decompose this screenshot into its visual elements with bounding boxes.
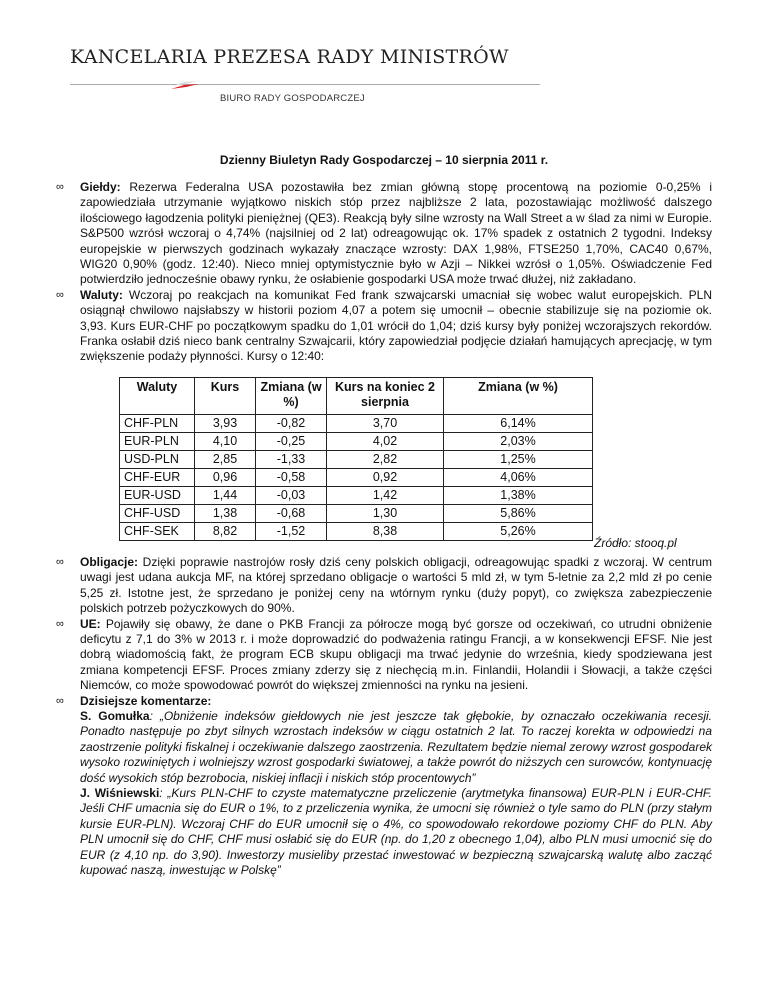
- comment: [80, 786, 712, 878]
- divider: [70, 84, 540, 85]
- col-header: Zmiana (w %): [444, 377, 593, 414]
- table-row: [120, 450, 593, 468]
- table-cell: 1,42: [327, 486, 444, 504]
- table-cell: CHF-EUR: [120, 468, 195, 486]
- section-ue: [56, 616, 712, 694]
- table-cell: 2,82: [327, 450, 444, 468]
- comment-text: : „Obniżenie indeksów giełdowych nie jest jeszcze tak głębokie, by oznaczało oczekiwania recesji. Ponadto następuje po zbyt silnych wzrostach indeksów w ciągu ostatnich 2 lat. To raczej korekta w odpowiedzi na zaostrzenie polityki fiskalnej i oczekiwanie dalszego zaostrzenia. Rezultatem będzie niemal zerowy wzrost gospodarek wysoko rozwiniętych i wolniejszy wzrost gospodarki światowej, a także powrót do niższych cen surowców, kontynuację dość wysokich stóp bezrobocia, niskiej inflacji i niskich stóp procentowych”: [80, 708, 712, 785]
- col-header: Kurs na koniec 2 sierpnia: [327, 377, 444, 414]
- section-komentarze: [56, 693, 712, 879]
- section-label: Obligacje:: [80, 554, 139, 569]
- section-label: Dzisiejsze komentarze:: [80, 693, 212, 708]
- table-cell: 3,70: [327, 414, 444, 432]
- table-cell: 4,06%: [444, 468, 593, 486]
- document-title: Dzienny Biuletyn Rady Gospodarczej – 10 sierpnia 2011 r.: [219, 153, 549, 167]
- col-header: Zmiana (w %): [256, 377, 327, 414]
- document-body: [56, 180, 712, 878]
- table-cell: CHF-SEK: [120, 522, 195, 540]
- source-note: Źródło: stooq.pl: [594, 535, 677, 550]
- comment-text: : „Kurs PLN-CHF to czyste matematyczne przeliczenie (arytmetyka finansowa) EUR-PLN i EUR-CHF. Jeśli CHF umacnia się do EUR o 1%, to z przeliczenia wynika, że umocni się również o tyle samo do PLN (przy stałym kursie EUR-PLN). Wczoraj CHF do EUR umocnił się o 4%, co spowodowało rekordowe poziomy CHF do PLN. Aby PLN umocnił się do CHF, CHF musi osłabić się do EUR (np. do 1,20 z obecnego 1,04), albo PLN musi umocnić się do EUR (z 4,10 np. do 3,90). Inwestorzy musieliby przestać inwestować w bezpieczną szwajcarską walutę albo zacząć kupować naszą, inwestując w Polskę”: [80, 785, 712, 877]
- table-cell: 1,38%: [444, 486, 593, 504]
- flag-icon: [170, 80, 200, 90]
- table-cell: EUR-USD: [120, 486, 195, 504]
- currency-table-wrap: [80, 365, 712, 555]
- table-cell: 3,93: [195, 414, 256, 432]
- table-row: [120, 414, 593, 432]
- table-cell: 6,14%: [444, 414, 593, 432]
- section-text: Rezerwa Federalna USA pozostawiła bez zmian główną stopę procentową na poziomie 0-0,25% i zapowiedziała utrzymanie wyjątkowo niskich stóp przez najbliższe 2 lata, pozostawiając możliwość dalszego ilościowego łagodzenia polityki pieniężnej (QE3). Reakcją były silne wzrosty na Wall Street a w ślad za nimi w Europie. S&P500 wzrósł wczoraj o 4,74% (najsilniej od 2 lat) odreagowując ok. 17% spadek z ostatnich 2 tygodni. Indeksy europejskie w pierwszych godzinach wykazały znaczące wzrosty: DAX 1,98%, FTSE250 1,70%, CAC40 0,67%, WIG20 0,90% (godz. 12:40). Nieco mniej optymistycznie było w Azji – Nikkei wzrósł o 1,05%. Oświadczenie Fed potwierdziło jednocześnie obawy rynku, że osłabienie gospodarki USA może trwać dłużej, niż zakładano.: [80, 180, 712, 287]
- organization-name: KANCELARIA PREZESA RADY MINISTRÓW: [70, 46, 509, 68]
- table-row: [120, 468, 593, 486]
- table-cell: 1,38: [195, 504, 256, 522]
- table-cell: -0,82: [256, 414, 327, 432]
- table-cell: 4,02: [327, 432, 444, 450]
- table-cell: 1,30: [327, 504, 444, 522]
- table-cell: 5,26%: [444, 522, 593, 540]
- table-cell: -1,33: [256, 450, 327, 468]
- col-header: Waluty: [120, 377, 195, 414]
- section-label: Giełdy:: [80, 180, 121, 194]
- bullet-icon: ∞: [56, 694, 64, 707]
- currency-table: [119, 377, 593, 541]
- section-text: Dzięki poprawie nastrojów rosły dziś ceny polskich obligacji, odreagowując spadki z wczoraj. W centrum uwagi jest udana aukcja MF, na której sprzedano obligacje o wartości 5 mld zł, w tym 5-letnie za 2,2 mld zł po cenie 5,25 zł. Istotne jest, że sprzedano je poniżej ceny na wtórnym rynku (duży popyt), co zwiększa zabezpieczenie polskich potrzeb pożyczkowych do 90%.: [80, 554, 712, 616]
- letterhead-logo: [70, 46, 540, 104]
- table-row: [120, 504, 593, 522]
- col-header: Kurs: [195, 377, 256, 414]
- comment-author: S. Gomułka: [80, 708, 150, 723]
- table-row: [120, 522, 593, 540]
- section-gieldy: [56, 180, 712, 288]
- table-cell: 2,03%: [444, 432, 593, 450]
- table-row: [120, 432, 593, 450]
- table-cell: CHF-PLN: [120, 414, 195, 432]
- section-waluty: [56, 287, 712, 365]
- table-row: [120, 486, 593, 504]
- comment: [80, 709, 712, 786]
- bullet-icon: ∞: [56, 617, 64, 630]
- table-cell: 1,44: [195, 486, 256, 504]
- section-label: UE:: [80, 616, 101, 631]
- table-cell: -0,58: [256, 468, 327, 486]
- section-label: Waluty:: [80, 287, 123, 302]
- section-obligacje: [56, 554, 712, 617]
- table-cell: 8,82: [195, 522, 256, 540]
- table-cell: 2,85: [195, 450, 256, 468]
- comment-author: J. Wiśniewski: [80, 785, 160, 800]
- table-cell: 4,10: [195, 432, 256, 450]
- table-cell: 5,86%: [444, 504, 593, 522]
- table-cell: EUR-PLN: [120, 432, 195, 450]
- table-cell: -0,25: [256, 432, 327, 450]
- table-cell: -0,03: [256, 486, 327, 504]
- table-cell: -1,52: [256, 522, 327, 540]
- bullet-icon: ∞: [56, 181, 64, 193]
- table-cell: 1,25%: [444, 450, 593, 468]
- table-cell: CHF-USD: [120, 504, 195, 522]
- table-cell: -0,68: [256, 504, 327, 522]
- table-header-row: [120, 377, 593, 414]
- bullet-icon: ∞: [56, 288, 64, 301]
- bullet-icon: ∞: [56, 555, 64, 568]
- table-cell: 0,96: [195, 468, 256, 486]
- table-cell: USD-PLN: [120, 450, 195, 468]
- unit-name: BIURO RADY GOSPODARCZEJ: [220, 93, 365, 104]
- table-cell: 8,38: [327, 522, 444, 540]
- table-cell: 0,92: [327, 468, 444, 486]
- section-text: Pojawiły się obawy, że dane o PKB Francji za półrocze mogą być gorsze od oczekiwań, co utrudni obniżenie deficytu z 7,1 do 3% w 2013 r. i może doprowadzić do podważenia ratingu Francji, a w konsekwencji EFSF. Nie jest dobrą wiadomością fakt, że program ECB skupu obligacji ma trwać jedynie do września, kiedy spodziewana jest zmiana kompetencji EFSF. Proces zmiany zderzy się z niechęcią m.in. Finlandii, Holandii i Słowacji, a także części Niemców, co może spowodować powrót do większej zmienności na rynku na jesieni.: [80, 616, 712, 693]
- section-text: Wczoraj po reakcjach na komunikat Fed frank szwajcarski umacniał się wobec walut europejskich. PLN osiągnął chwilowo najsłabszy w historii poziom 4,07 a potem się umocnił – obecnie stabilizuje się na poziomie ok. 3,93. Kurs EUR-CHF po początkowym spadku do 1,01 wrócił do 1,04; dziś kursy były poniżej wczorajszych rekordów. Franka osłabił dziś nieco bank centralny Szwajcarii, który zapowiedział podjęcie działań hamujących aprecjację, w tym zwiększenie podaży płynności. Kursy o 12:40:: [80, 287, 712, 364]
